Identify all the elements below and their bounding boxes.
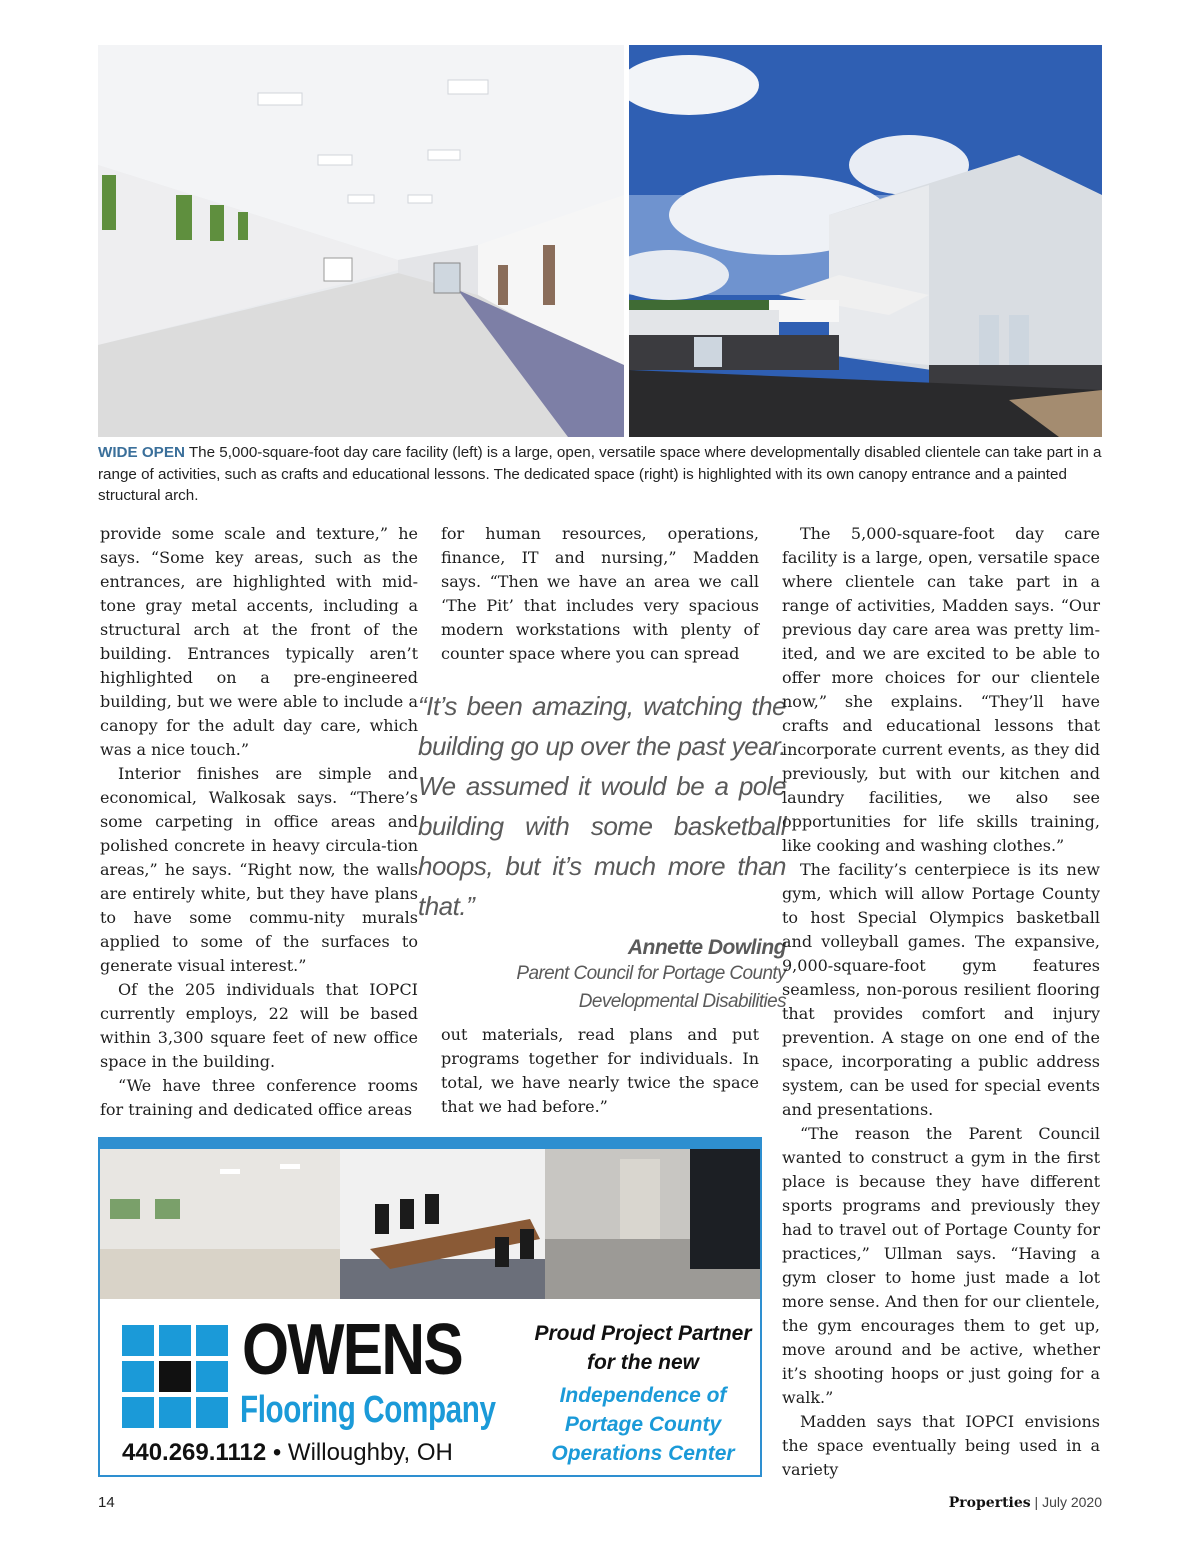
publication-name: Properties bbox=[948, 1495, 1031, 1511]
folio bbox=[949, 1494, 1102, 1511]
ad-brand-subtitle: Flooring Company bbox=[240, 1389, 496, 1431]
paragraph: out materials, read plans and put programs together for individuals. In total, we have nearly twice the space that we had before.” bbox=[441, 1025, 759, 1116]
article-column-1 bbox=[100, 522, 418, 1122]
ad-partner-line: Proud Project Partner for the new bbox=[534, 1322, 752, 1374]
ad-contact bbox=[122, 1439, 453, 1467]
article-column-2-top bbox=[441, 522, 759, 666]
pull-quote bbox=[418, 686, 786, 1016]
owens-logo-icon bbox=[122, 1325, 228, 1429]
ad-brand: OWENS bbox=[242, 1310, 463, 1390]
paragraph: “The reason the Parent Council wanted to construct a gym in the first place is because they have different sports programs and previously they had to travel out of Portage County for practices,” Ullman says. “Having a gym closer to home just made a lot more sense. And then for our clientele, the gym encourages them to get up, move around and be active, whether it’s shooting hoops or just going for a walk.” bbox=[782, 1124, 1100, 1407]
paragraph: Madden says that IOPCI envisions the space eventually being used in a variety bbox=[782, 1412, 1100, 1479]
issue-date: July 2020 bbox=[1042, 1494, 1102, 1510]
ad-top-bar bbox=[100, 1139, 760, 1149]
caption-kicker: WIDE OPEN bbox=[98, 444, 185, 461]
article-column-2-bottom bbox=[441, 1023, 759, 1119]
ad-partner-block bbox=[528, 1319, 758, 1468]
paragraph: The 5,000-square-foot day care facility is a large, open, versatile space where clientele can take part in a range of activities, Madden says. “Our previous day care area was pretty lim-ited, and we are excited to be able to offer more choices for our clientele now,” she explains. “They’ll have crafts and educational lessons that incorporate current events, as they did previously, but with our kitchen and laundry facilities, we also see opportunities for life skills training, like cooking and washing clothes.” bbox=[782, 524, 1100, 855]
paragraph: Of the 205 individuals that IOPCI currently employs, 22 will be based within 3,300 square feet of new office space in the building. bbox=[100, 980, 418, 1071]
photo-caption bbox=[98, 442, 1104, 507]
article-column-3 bbox=[782, 522, 1100, 1482]
pull-quote-text: “It’s been amazing, watching the building go up over the past year. We assumed it would be a pole building with some basketball hoops, but it’s much more than that.” bbox=[418, 691, 786, 921]
paragraph: provide some scale and texture,” he says. “Some key areas, such as the entrances, are highlighted with mid-tone gray metal accents, including a structural arch at the front of the building. Entrances typically aren’t highlighted on a pre-engineered building, but we were able to include a canopy for the adult day care, which was a nice touch.” bbox=[100, 524, 418, 759]
exterior-photo bbox=[629, 45, 1102, 437]
ad-phone[interactable]: 440.269.1112 bbox=[122, 1439, 267, 1466]
ad-location: Willoughby, OH bbox=[287, 1439, 453, 1466]
owens-flooring-ad[interactable] bbox=[98, 1137, 762, 1477]
paragraph: The facility’s centerpiece is its new gym, which will allow Portage County to host Special Olympics basketball and volleyball games. The expansive, 9,000-square-foot gym features seamless, non-porous resilient flooring that provides comfort and injury prevention. A stage on one end of the space, incorporating a public address system, can be used for special events and presentations. bbox=[782, 860, 1100, 1119]
folio-divider: | bbox=[1034, 1494, 1039, 1510]
caption-text: The 5,000-square-foot day care facility (left) is a large, open, versatile space where developmentally disabled clientele can take part in a range of activities, such as crafts and educational lessons. The dedicated space (right) is highlighted with its own canopy entrance and a painted structural arch. bbox=[98, 444, 1102, 504]
ad-photo-strip bbox=[100, 1149, 760, 1299]
pull-quote-attribution: Annette Dowling bbox=[627, 936, 786, 959]
interior-photo bbox=[98, 45, 624, 437]
paragraph: for human resources, operations, finance, IT and nursing,” Madden says. “Then we have an area we call ‘The Pit’ that includes very spacious modern workstations with plenty of counter space where you can spread bbox=[441, 524, 759, 663]
paragraph: “We have three conference rooms for training and dedicated office areas bbox=[100, 1076, 418, 1119]
paragraph: Interior finishes are simple and economical, Walkosak says. “There’s some carpeting in office areas and polished concrete in heavy circula-tion areas,” he says. “Right now, the walls are entirely white, but they have plans to have some commu-nity murals applied to some of the surfaces to generate visual interest.” bbox=[100, 764, 418, 975]
ad-project-name: Independence of Portage County Operations Center bbox=[551, 1384, 735, 1465]
ad-separator: • bbox=[272, 1439, 282, 1466]
page-number: 14 bbox=[98, 1494, 115, 1511]
pull-quote-org: Developmental Disabilities bbox=[578, 991, 786, 1012]
pull-quote-org: Parent Council for Portage County bbox=[516, 963, 786, 984]
